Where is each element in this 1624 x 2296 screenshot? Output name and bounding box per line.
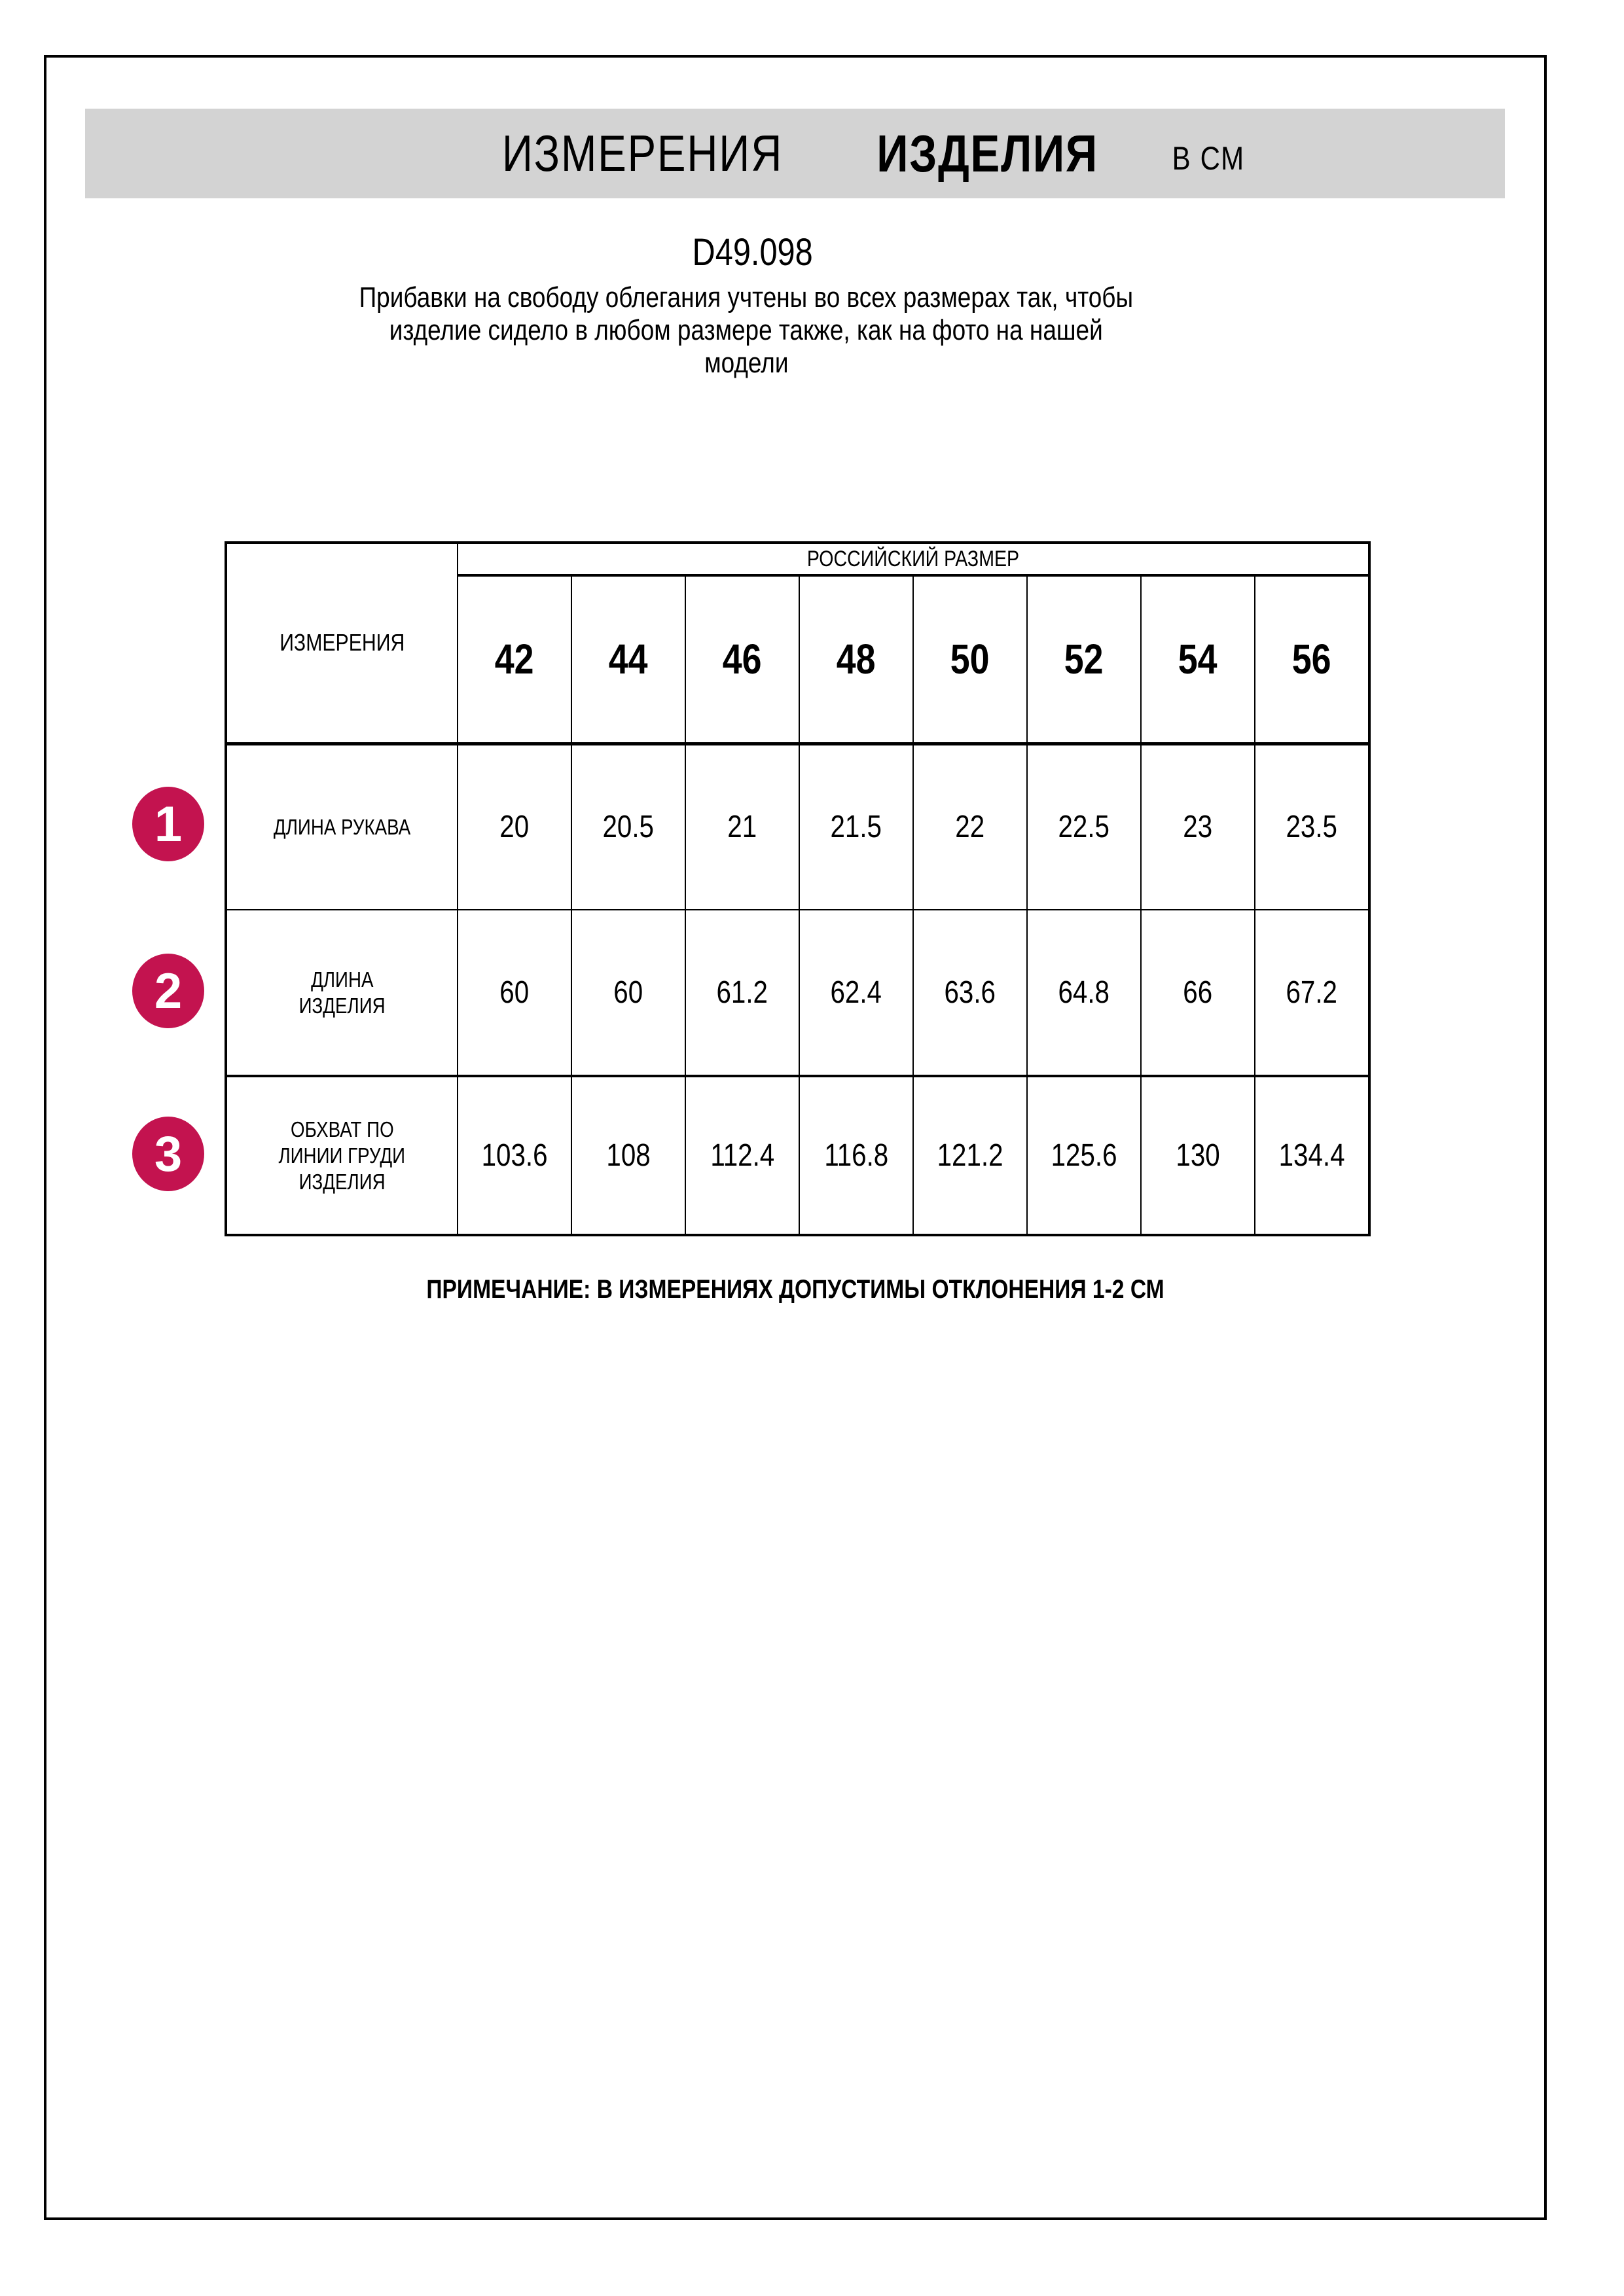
measurement-value: 22.5	[1058, 810, 1110, 845]
measurement-row-label-line	[227, 1143, 457, 1169]
measurement-value-cell	[458, 1076, 571, 1235]
page-title-units-text: В СМ	[1172, 139, 1246, 177]
measurement-row-label-text: ОБХВАТ ПО	[290, 1117, 394, 1141]
measurement-value: 125.6	[1051, 1138, 1117, 1173]
measurement-row-label	[226, 910, 458, 1076]
row-number-badge-1	[132, 787, 204, 861]
measurement-value: 66	[1183, 975, 1213, 1010]
measurement-value-cell	[799, 744, 913, 910]
measurement-value: 116.8	[824, 1138, 888, 1173]
fit-description-line-3	[92, 347, 1401, 380]
measurement-row-label-text: ДЛИНА РУКАВА	[273, 814, 411, 839]
measurement-value-cell	[1141, 910, 1255, 1076]
size-column-header	[458, 575, 571, 744]
table-row-sleeve-length	[226, 744, 1369, 910]
table-row-size-group-header	[226, 543, 1369, 575]
row-number-badge-3-text: 3	[154, 1126, 183, 1182]
page-title-product-text: ИЗДЕЛИЯ	[876, 124, 1099, 183]
measurement-row-label	[226, 744, 458, 910]
size-column-header	[913, 575, 1027, 744]
measurement-value: 20	[499, 810, 530, 845]
table-row-product-length	[226, 910, 1369, 1076]
size-column-header-text: 42	[495, 636, 534, 683]
measurement-value-cell	[1027, 910, 1141, 1076]
measurement-value-cell	[1141, 744, 1255, 910]
fit-description-line-2-text: изделие сидело в любом размере также, как на фото на нашей	[389, 314, 1103, 346]
size-column-header-text: 48	[837, 636, 876, 683]
measurement-value-cell	[913, 744, 1027, 910]
measurement-row-label-line	[227, 1169, 457, 1195]
model-code	[0, 230, 1506, 274]
measurement-value: 103.6	[481, 1138, 548, 1173]
measurement-value-cell	[571, 744, 685, 910]
measurement-value: 112.4	[710, 1138, 774, 1173]
measurement-value: 21.5	[830, 810, 882, 845]
size-column-header-text: 56	[1292, 636, 1331, 683]
measurement-value-cell	[799, 910, 913, 1076]
page-title-units	[1165, 130, 1252, 177]
size-column-header	[1141, 575, 1255, 744]
fit-description-line-2	[92, 314, 1401, 347]
measurement-row-label-line	[227, 967, 457, 993]
measurement-value: 21	[727, 810, 757, 845]
measurement-row-label-line	[227, 993, 457, 1019]
measurement-value: 121.2	[937, 1138, 1003, 1173]
measurement-value: 61.2	[716, 975, 768, 1010]
measurement-value-cell	[1255, 910, 1369, 1076]
measurement-value-cell	[685, 1076, 799, 1235]
measurement-value: 20.5	[602, 810, 655, 845]
measurement-value-cell	[685, 744, 799, 910]
measurement-value: 67.2	[1286, 975, 1338, 1010]
page-title-measurements-text: ИЗМЕРЕНИЯ	[502, 124, 784, 182]
size-column-header	[685, 575, 799, 744]
size-table	[225, 541, 1371, 1236]
row-number-badge-2	[132, 954, 204, 1028]
size-column-header	[571, 575, 685, 744]
measurement-value-cell	[458, 910, 571, 1076]
table-corner-header-text: ИЗМЕРЕНИЯ	[279, 629, 405, 656]
measurement-value-cell	[1141, 1076, 1255, 1235]
measurement-row-label-text: ЛИНИИ ГРУДИ	[278, 1143, 406, 1168]
measurement-value-cell	[571, 1076, 685, 1235]
measurement-value-cell	[1027, 1076, 1141, 1235]
header-band	[85, 109, 1505, 198]
size-group-header-text: РОССИЙСКИЙ РАЗМЕР	[806, 546, 1020, 571]
measurement-value: 130	[1176, 1138, 1220, 1173]
fit-description	[92, 281, 1401, 380]
fit-description-line-1	[92, 281, 1401, 314]
measurement-value: 23.5	[1286, 810, 1338, 845]
measurement-value-cell	[913, 1076, 1027, 1235]
measurement-value: 108	[606, 1138, 651, 1173]
size-column-header-text: 46	[723, 636, 762, 683]
measurement-value-cell	[1255, 1076, 1369, 1235]
measurement-value-cell	[571, 910, 685, 1076]
tolerance-note-text: ПРИМЕЧАНИЕ: В ИЗМЕРЕНИЯХ ДОПУСТИМЫ ОТКЛОНЕНИЯ 1-2 СМ	[426, 1275, 1164, 1304]
measurement-value-cell	[1255, 744, 1369, 910]
size-column-header-text: 52	[1064, 636, 1104, 683]
measurement-row-label	[226, 1076, 458, 1235]
fit-description-line-1-text: Прибавки на свободу облегания учтены во всех размерах так, чтобы	[359, 281, 1134, 314]
tolerance-note	[44, 1275, 1547, 1304]
size-column-header	[1255, 575, 1369, 744]
size-column-header-text: 54	[1178, 636, 1218, 683]
measurement-value: 62.4	[830, 975, 882, 1010]
model-code-text: D49.098	[692, 231, 814, 274]
measurement-value: 64.8	[1058, 975, 1110, 1010]
measurement-value-cell	[1027, 744, 1141, 910]
measurement-value-cell	[458, 744, 571, 910]
measurement-value: 23	[1183, 810, 1213, 845]
measurement-value-cell	[799, 1076, 913, 1235]
measurement-row-label-text: ИЗДЕЛИЯ	[298, 993, 386, 1018]
size-column-header	[1027, 575, 1141, 744]
measurement-row-label-text: ДЛИНА	[310, 967, 374, 992]
size-group-header-cell	[458, 543, 1369, 575]
fit-description-line-3-text: модели	[704, 347, 789, 379]
row-number-badge-1-text: 1	[154, 796, 183, 852]
measurement-row-label-line	[227, 814, 457, 840]
size-column-header-text: 44	[609, 636, 648, 683]
measurement-value: 63.6	[944, 975, 996, 1010]
measurement-value: 60	[613, 975, 643, 1010]
measurement-value-cell	[685, 910, 799, 1076]
measurement-value: 22	[955, 810, 985, 845]
row-number-badge-3	[132, 1117, 204, 1191]
page-title-product	[856, 124, 1119, 184]
row-number-badge-2-text: 2	[154, 963, 183, 1019]
table-row-chest-girth	[226, 1076, 1369, 1235]
measurement-row-label-line	[227, 1117, 457, 1143]
measurement-row-label-text: ИЗДЕЛИЯ	[298, 1169, 386, 1194]
size-column-header-text: 50	[950, 636, 990, 683]
measurement-value: 134.4	[1278, 1138, 1345, 1173]
measurement-value: 60	[499, 975, 530, 1010]
table-corner-header-cell	[226, 543, 458, 744]
page-title-measurements	[475, 124, 810, 183]
measurement-value-cell	[913, 910, 1027, 1076]
size-column-header	[799, 575, 913, 744]
